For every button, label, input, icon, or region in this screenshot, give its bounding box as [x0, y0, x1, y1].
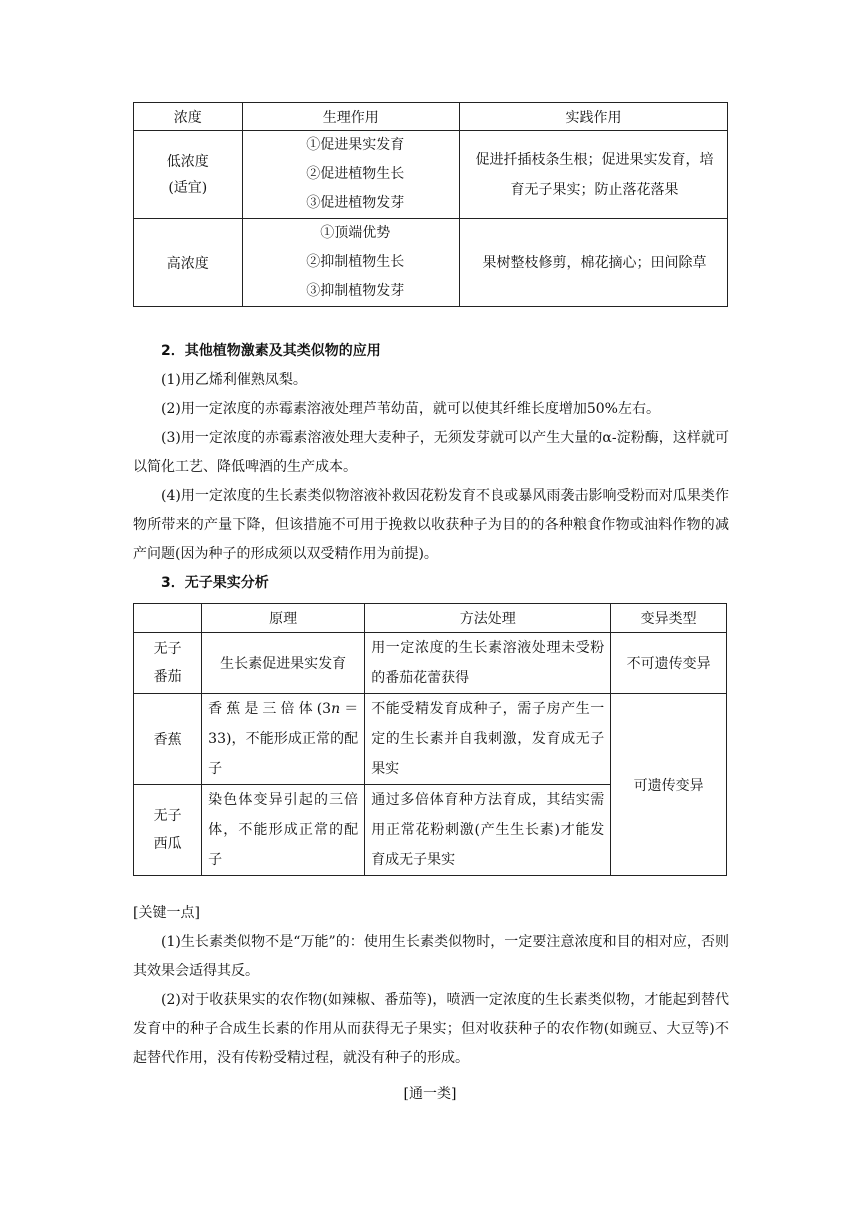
paragraph: (1)用乙烯利催熟凤梨。 [161, 372, 307, 388]
header-blank [134, 604, 202, 633]
list-item: ①促进果实发育 [306, 137, 405, 153]
cell-fruit-name [134, 785, 202, 876]
fruit-name-line: 番茄 [153, 669, 182, 685]
variable-n: n [331, 701, 341, 717]
paragraph: (1)生长素类似物不是“万能”的：使用生长素类似物时，一定要注意浓度和目的相对应，否则其效果会适得其反。 [133, 934, 729, 979]
header-variation-type: 变异类型 [611, 604, 727, 633]
table-header-row [134, 103, 728, 131]
section-heading: 3．无子果实分析 [161, 575, 269, 591]
principle-text: 香蕉是三倍体(3 [208, 701, 332, 717]
cell-fruit-name [134, 633, 202, 694]
key-point-section [133, 899, 729, 1073]
header-principle: 原理 [202, 604, 365, 633]
principle-text: ＝33)，不能形成正常的配子 [208, 701, 359, 777]
table-header-row [134, 604, 727, 633]
list-item: ②抑制植物生长 [306, 254, 405, 270]
paragraph: (3)用一定浓度的赤霉素溶液处理大麦种子，无须发芽就可以产生大量的α-淀粉酶，这样就可以简化工艺、降低啤酒的生产成本。 [133, 430, 729, 475]
cell-principle: 染色体变异引起的三倍体，不能形成正常的配子 [202, 785, 365, 876]
cell-variation-type: 可遗传变异 [611, 694, 727, 876]
section-other-hormones [133, 337, 729, 598]
header-physiological-effect: 生理作用 [242, 103, 459, 131]
cell-method: 用一定浓度的生长素溶液处理未受粉的番茄花蕾获得 [365, 633, 611, 694]
fruit-name-line: 无子 [153, 808, 182, 824]
cell-principle: 生长素促进果实发育 [202, 633, 365, 694]
cell-variation-type: 不可遗传变异 [611, 633, 727, 694]
auxin-concentration-table [133, 102, 728, 307]
list-item: ②促进植物生长 [306, 166, 405, 182]
section-heading: 2．其他植物激素及其类似物的应用 [161, 343, 381, 359]
paragraph: (2)对于收获果实的农作物(如辣椒、番茄等)，喷洒一定浓度的生长素类似物，才能起到替代发育中的种子合成生长素的作用从而获得无子果实；但对收获种子的农作物(如豌豆、大豆等)不起替代作用，没有传粉受精过程，就没有种子的形成。 [133, 992, 729, 1066]
header-method: 方法处理 [365, 604, 611, 633]
concentration-note: (适宜) [168, 179, 208, 196]
table-row-banana [134, 694, 727, 785]
list-item: ③抑制植物发芽 [306, 283, 405, 299]
cell-method: 通过多倍体育种方法育成，其结实需用正常花粉刺激(产生生长素)才能发育成无子果实 [365, 785, 611, 876]
cell-high-concentration: 高浓度 [134, 219, 243, 307]
paragraph: (2)用一定浓度的赤霉素溶液处理芦苇幼苗，就可以使其纤维长度增加50%左右。 [161, 401, 660, 417]
footer-label: [通一类] [403, 1086, 457, 1102]
table-row-high [134, 219, 728, 307]
header-concentration: 浓度 [134, 103, 243, 131]
cell-principle [202, 694, 365, 785]
seedless-fruit-table [133, 603, 727, 876]
table-row-low [134, 131, 728, 219]
cell-low-effects [242, 131, 459, 219]
list-item: ①顶端优势 [320, 225, 391, 241]
header-practical-use: 实践作用 [460, 103, 728, 131]
cell-low-concentration [134, 131, 243, 219]
cell-high-practice: 果树整枝修剪，棉花摘心；田间除草 [460, 219, 728, 307]
fruit-name-line: 西瓜 [153, 836, 182, 852]
cell-low-practice: 促进扦插枝条生根；促进果实发育，培育无子果实；防止落花落果 [460, 131, 728, 219]
list-item: ③促进植物发芽 [306, 195, 405, 211]
concentration-label: 低浓度 [166, 153, 209, 170]
cell-fruit-name: 香蕉 [134, 694, 202, 785]
paragraph: (4)用一定浓度的生长素类似物溶液补救因花粉发育不良或暴风雨袭击影响受粉而对瓜果类作物所带来的产量下降，但该措施不可用于挽救以收获种子为目的的各种粮食作物或油料作物的减产问题(因为种子的形成须以双受精作用为前提)。 [133, 488, 729, 562]
fruit-name-line: 无子 [153, 641, 182, 657]
table-row-tomato [134, 633, 727, 694]
key-point-heading: [关键一点] [133, 905, 200, 921]
cell-method: 不能受精发育成种子，需子房产生一定的生长素并自我刺激，发育成无子果实 [365, 694, 611, 785]
cell-high-effects [242, 219, 459, 307]
